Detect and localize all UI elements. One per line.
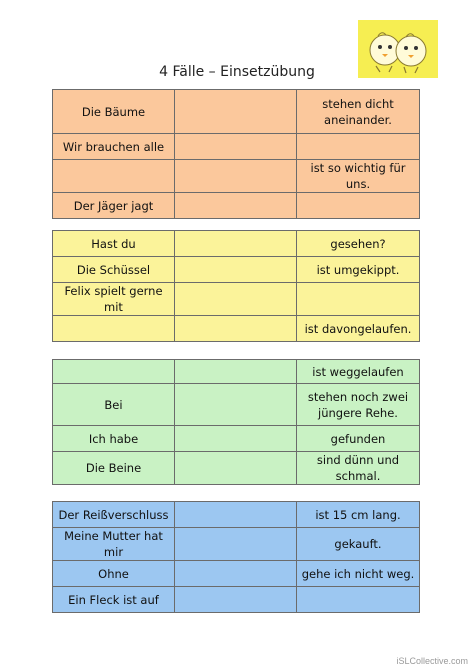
sentence-end [297, 193, 420, 219]
sentence-start: Ohne [53, 561, 175, 587]
sentence-start: Der Reißverschluss [53, 502, 175, 528]
worksheet-title: 4 Fälle – Einsetzübung [159, 64, 315, 80]
sentence-start: Wir brauchen alle [53, 134, 175, 160]
table-row [53, 90, 420, 134]
exercise-table-2 [52, 230, 420, 342]
answer-blank[interactable] [175, 502, 297, 528]
answer-blank[interactable] [175, 193, 297, 219]
table-row [53, 134, 420, 160]
exercise-table-1 [52, 89, 420, 219]
footer-watermark: iSLCollective.com [396, 656, 468, 666]
sentence-start: Ich habe [53, 426, 175, 452]
sentence-start: Meine Mutter hat mir [53, 528, 175, 561]
table-row [53, 193, 420, 219]
sentence-end: stehen noch zwei jüngere Rehe. [297, 384, 420, 426]
answer-blank[interactable] [175, 452, 297, 485]
table-row [53, 360, 420, 384]
answer-blank[interactable] [175, 257, 297, 283]
sentence-start [53, 316, 175, 342]
answer-blank[interactable] [175, 384, 297, 426]
sentence-end: gekauft. [297, 528, 420, 561]
sentence-start: Ein Fleck ist auf [53, 587, 175, 613]
table-row [53, 587, 420, 613]
table-row [53, 528, 420, 561]
sentence-end [297, 134, 420, 160]
sentence-end: ist weggelaufen [297, 360, 420, 384]
sentence-end: gesehen? [297, 231, 420, 257]
sentence-start: Die Schüssel [53, 257, 175, 283]
table-row [53, 561, 420, 587]
answer-blank[interactable] [175, 360, 297, 384]
table-row [53, 231, 420, 257]
sentence-start: Die Beine [53, 452, 175, 485]
sentence-start [53, 160, 175, 193]
sentence-end: sind dünn und schmal. [297, 452, 420, 485]
sentence-end [297, 587, 420, 613]
answer-blank[interactable] [175, 283, 297, 316]
table-row [53, 452, 420, 485]
answer-blank[interactable] [175, 587, 297, 613]
answer-blank[interactable] [175, 561, 297, 587]
answer-blank[interactable] [175, 134, 297, 160]
sentence-start [53, 360, 175, 384]
table-row [53, 257, 420, 283]
answer-blank[interactable] [175, 90, 297, 134]
sentence-end: gehe ich nicht weg. [297, 561, 420, 587]
sentence-start: Die Bäume [53, 90, 175, 134]
sentence-start: Der Jäger jagt [53, 193, 175, 219]
answer-blank[interactable] [175, 426, 297, 452]
exercise-table-3 [52, 359, 420, 485]
table-row [53, 502, 420, 528]
sentence-end: ist 15 cm lang. [297, 502, 420, 528]
table-row [53, 160, 420, 193]
table-row [53, 316, 420, 342]
exercise-table-4 [52, 501, 420, 613]
table-row [53, 283, 420, 316]
answer-blank[interactable] [175, 160, 297, 193]
answer-blank[interactable] [175, 528, 297, 561]
sentence-end [297, 283, 420, 316]
sentence-end: ist umgekippt. [297, 257, 420, 283]
sentence-end: stehen dicht aneinander. [297, 90, 420, 134]
sentence-end: ist so wichtig für uns. [297, 160, 420, 193]
table-row [53, 384, 420, 426]
sentence-end: gefunden [297, 426, 420, 452]
sentence-end: ist davongelaufen. [297, 316, 420, 342]
sentence-start: Bei [53, 384, 175, 426]
table-row [53, 426, 420, 452]
sentence-start: Felix spielt gerne mit [53, 283, 175, 316]
answer-blank[interactable] [175, 231, 297, 257]
sentence-start: Hast du [53, 231, 175, 257]
answer-blank[interactable] [175, 316, 297, 342]
